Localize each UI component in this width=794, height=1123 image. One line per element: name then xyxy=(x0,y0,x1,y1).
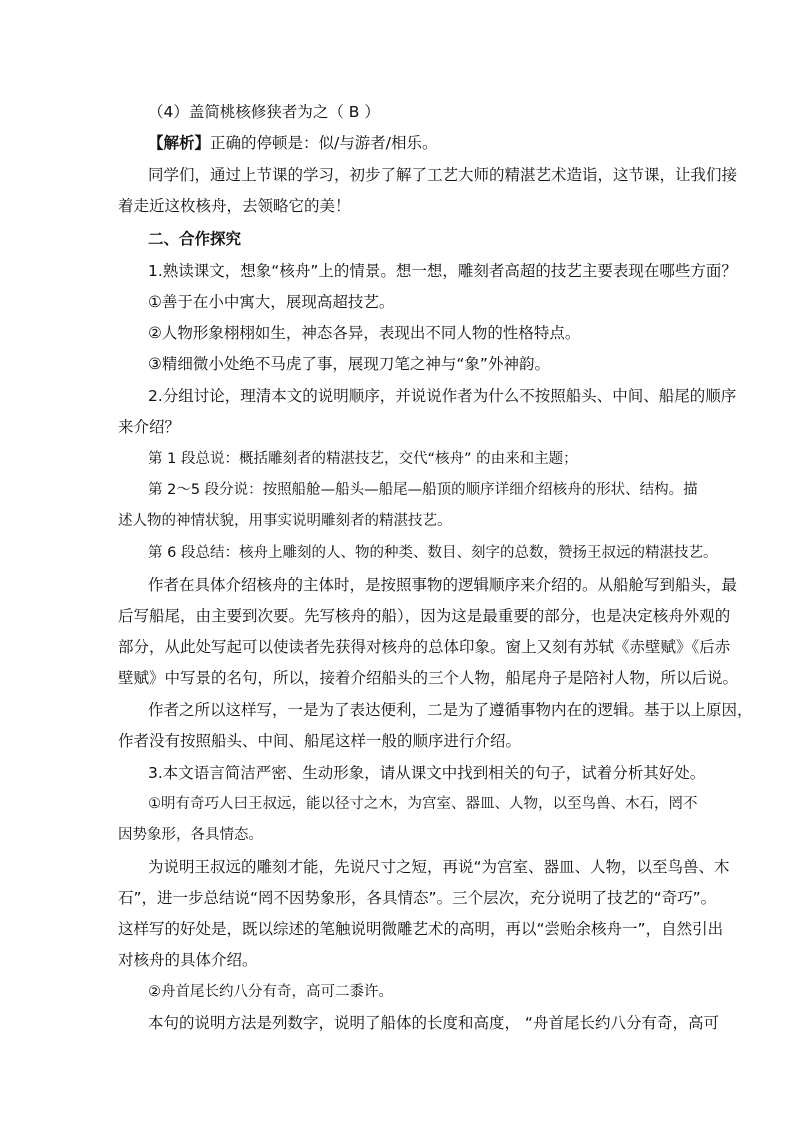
reason-line-1: 作者之所以这样写，一是为了表达便利，二是为了遵循事物内在的逻辑。基于以上原因， xyxy=(148,701,753,719)
paragraph-intro-line-2: 着走近这枚核舟，去领略它的美！ xyxy=(118,197,351,215)
analysis-line xyxy=(148,133,678,153)
analysis-1-line-3: 这样写的好处是，既以综述的笔触说明微雕艺术的高明，再以“尝贻余核舟一”，自然引出 xyxy=(118,920,724,938)
question-2-line-2: 来介绍？ xyxy=(118,418,181,436)
reason-line-2: 作者没有按照船头、中间、船尾这样一般的顺序进行介绍。 xyxy=(118,732,522,750)
question-item-4: （4）盖简桃核修狭者为之（ B ） xyxy=(148,103,380,121)
paragraph-1-summary: 第 1 段总说：概括雕刻者的精湛技艺，交代“核舟” 的由来和主题； xyxy=(148,451,578,467)
paragraph-6-summary: 第 6 段总结：核舟上雕刻的人、物的种类、数目、刻字的总数，赞扬王叔远的精湛技艺。 xyxy=(148,545,718,561)
order-explanation-line-4: 壁赋》中写景的名句，所以，接着介绍船头的三个人物，船尾舟子是陪衬人物，所以后说。 xyxy=(118,669,739,687)
section-heading: 二、合作探究 xyxy=(148,230,242,248)
analysis-text: 正确的停顿是：似/与游者/相乐。 xyxy=(210,134,438,152)
quote-2: ②舟首尾长约八分有奇，高可二黍许。 xyxy=(148,984,393,1000)
quote-1-line-1: ①明有奇巧人曰王叔远，能以径寸之木，为宫室、器皿、人物，以至鸟兽、木石，罔不 xyxy=(148,796,698,812)
paragraph-2-5-line-1: 第 2～5 段分说：按照船舱—船头—船尾—船顶的顺序详细介绍核舟的形状、结构。描 xyxy=(148,482,698,498)
paragraph-intro-line-1: 同学们，通过上节课的学习，初步了解了工艺大师的精湛艺术造诣，这节课，让我们接 xyxy=(148,166,738,184)
analysis-label: 【解析】 xyxy=(148,134,211,152)
answer-1-point-1: ①善于在小中寓大，展现高超技艺。 xyxy=(148,293,395,311)
order-explanation-line-3: 部分，从此处写起可以使读者先获得对核舟的总体印象。窗上又刻有苏轼《赤壁赋》《后赤 xyxy=(118,638,731,656)
question-2-line-1: 2.分组讨论，理清本文的说明顺序，并说说作者为什么不按照船头、中间、船尾的顺序 xyxy=(148,387,737,405)
paragraph-2-5-line-2: 述人物的神情状貌，用事实说明雕刻者的精湛技艺。 xyxy=(118,513,452,529)
quote-1-line-2: 因势象形，各具情态。 xyxy=(118,827,263,843)
analysis-1-line-1: 为说明王叔远的雕刻才能，先说尺寸之短，再说“为宫室、器皿、人物，以至鸟兽、木 xyxy=(148,858,730,876)
answer-1-point-2: ②人物形象栩栩如生，神态各异，表现出不同人物的性格特点。 xyxy=(148,324,581,342)
question-3: 3.本文语言简洁严密、生动形象，请从课文中找到相关的句子，试着分析其好处。 xyxy=(148,764,706,782)
analysis-1-line-4: 对核舟的具体介绍。 xyxy=(118,951,258,969)
analysis-1-line-2: 石”，进一步总结说“罔不因势象形，各具情态”。三个层次，充分说明了技艺的“奇巧”。 xyxy=(118,889,717,907)
order-explanation-line-2: 后写船尾，由主要到次要。先写核舟的船），因为这是最重要的部分，也是决定核舟外观的 xyxy=(118,607,731,625)
order-explanation-line-1: 作者在具体介绍核舟的主体时，是按照事物的逻辑顺序来介绍的。从船舱写到船头，最 xyxy=(148,576,738,594)
answer-1-point-3: ③精细微小处绝不马虎了事，展现刀笔之神与“象”外神韵。 xyxy=(148,355,550,373)
question-1: 1.熟读课文，想象“核舟”上的情景。想一想，雕刻者高超的技艺主要表现在哪些方面？ xyxy=(148,262,737,280)
analysis-2-line-1: 本句的说明方法是列数字，说明了船体的长度和高度， “舟首尾长约八分有奇，高可 xyxy=(148,1014,719,1032)
